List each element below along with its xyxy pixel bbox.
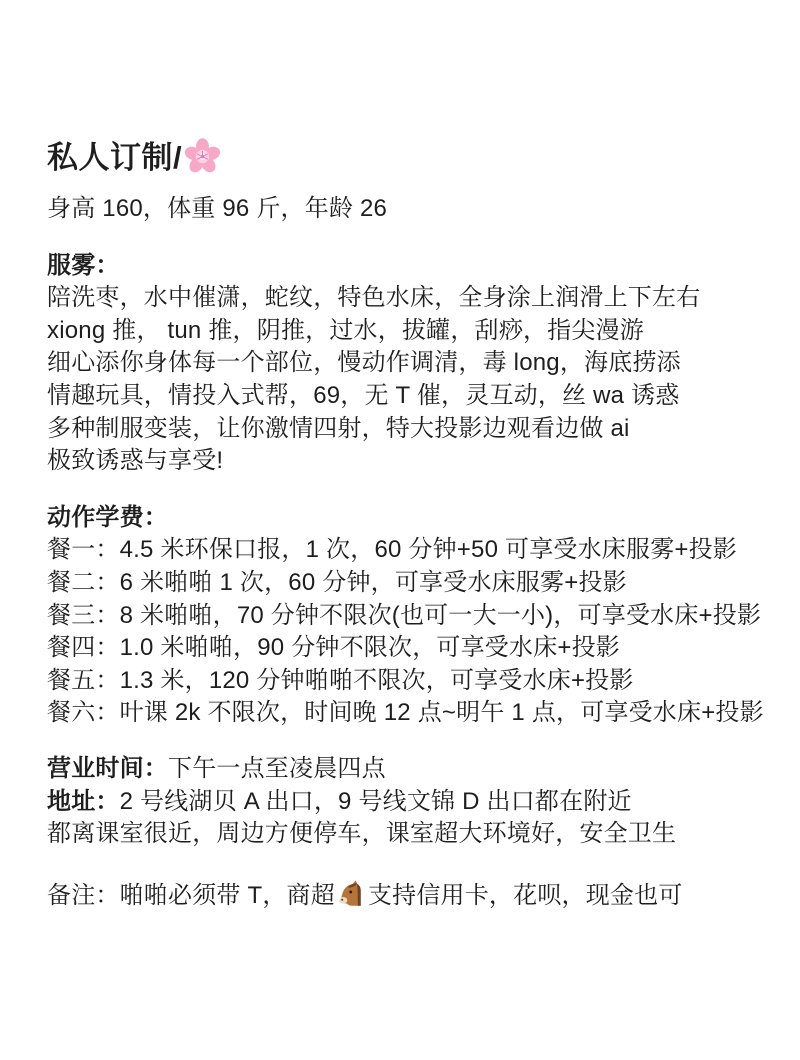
- pricing-item: 餐五：1.3 米，120 分钟啪啪不限次，可享受水床+投影: [47, 666, 634, 694]
- pricing-item: 餐一：4.5 米环保口报，1 次，60 分钟+50 可享受水床服雾+投影: [47, 536, 738, 564]
- services-line: 情趣玩具，情投入式帮，69，无 T 催，灵互动，丝 wa 诱惑: [47, 381, 680, 409]
- note-prefix: 备注：啪啪必须带 T，商超: [47, 881, 335, 909]
- business-info-section: [47, 753, 764, 851]
- cherry-blossom-icon: [184, 138, 221, 175]
- address-label: 地址：: [47, 787, 120, 815]
- services-line: 极致诱惑与享受!: [47, 447, 224, 475]
- pricing-item: 餐二：6 米啪啪 1 次，60 分钟，可享受水床服雾+投影: [47, 568, 627, 596]
- page-title-text: 私人订制/: [47, 140, 183, 175]
- services-line: 陪洗枣，水中催潇，蛇纹，特色水床，全身涂上润滑上下左右: [47, 284, 701, 312]
- address-value: 2 号线湖贝 A 出口，9 号线文锦 D 出口都在附近: [119, 787, 632, 815]
- services-line: xiong 推， tun 推，阴推，过水，拔罐，刮痧，指尖漫游: [47, 316, 644, 344]
- address-line: [47, 786, 764, 819]
- pricing-section: [47, 502, 764, 730]
- services-line: 多种制服变装，让你激情四射，特大投影边观看边做 ai: [47, 414, 630, 442]
- note-line: [47, 878, 764, 913]
- services-heading: 服雾：: [47, 251, 120, 279]
- address-extra-line: 都离课室很近，周边方便停车，课室超大环境好，安全卫生: [47, 820, 677, 848]
- pricing-item: 餐六：叶课 2k 不限次，时间晚 12 点~明午 1 点，可享受水床+投影: [47, 699, 764, 727]
- services-section: [47, 250, 764, 478]
- pricing-heading: 动作学费：: [47, 503, 168, 531]
- services-line: 细心添你身体每一个部位，慢动作调清，毒 long，海底捞添: [47, 349, 681, 377]
- profile-line: 身高 160，体重 96 斤，年龄 26: [47, 195, 388, 222]
- page-title: [47, 138, 764, 178]
- pricing-item: 餐三：8 米啪啪，70 分钟不限次(也可一大一小)，可享受水床+投影: [47, 601, 762, 629]
- business-hours-label: 营业时间：: [47, 754, 168, 782]
- business-hours-line: [47, 753, 764, 786]
- horse-icon: [336, 878, 367, 909]
- pricing-item: 餐四：1.0 米啪啪，90 分钟不限次，可享受水床+投影: [47, 634, 621, 662]
- note-suffix: 支持信用卡，花呗，现金也可: [367, 881, 683, 909]
- business-hours-value: 下午一点至凌晨四点: [168, 754, 386, 782]
